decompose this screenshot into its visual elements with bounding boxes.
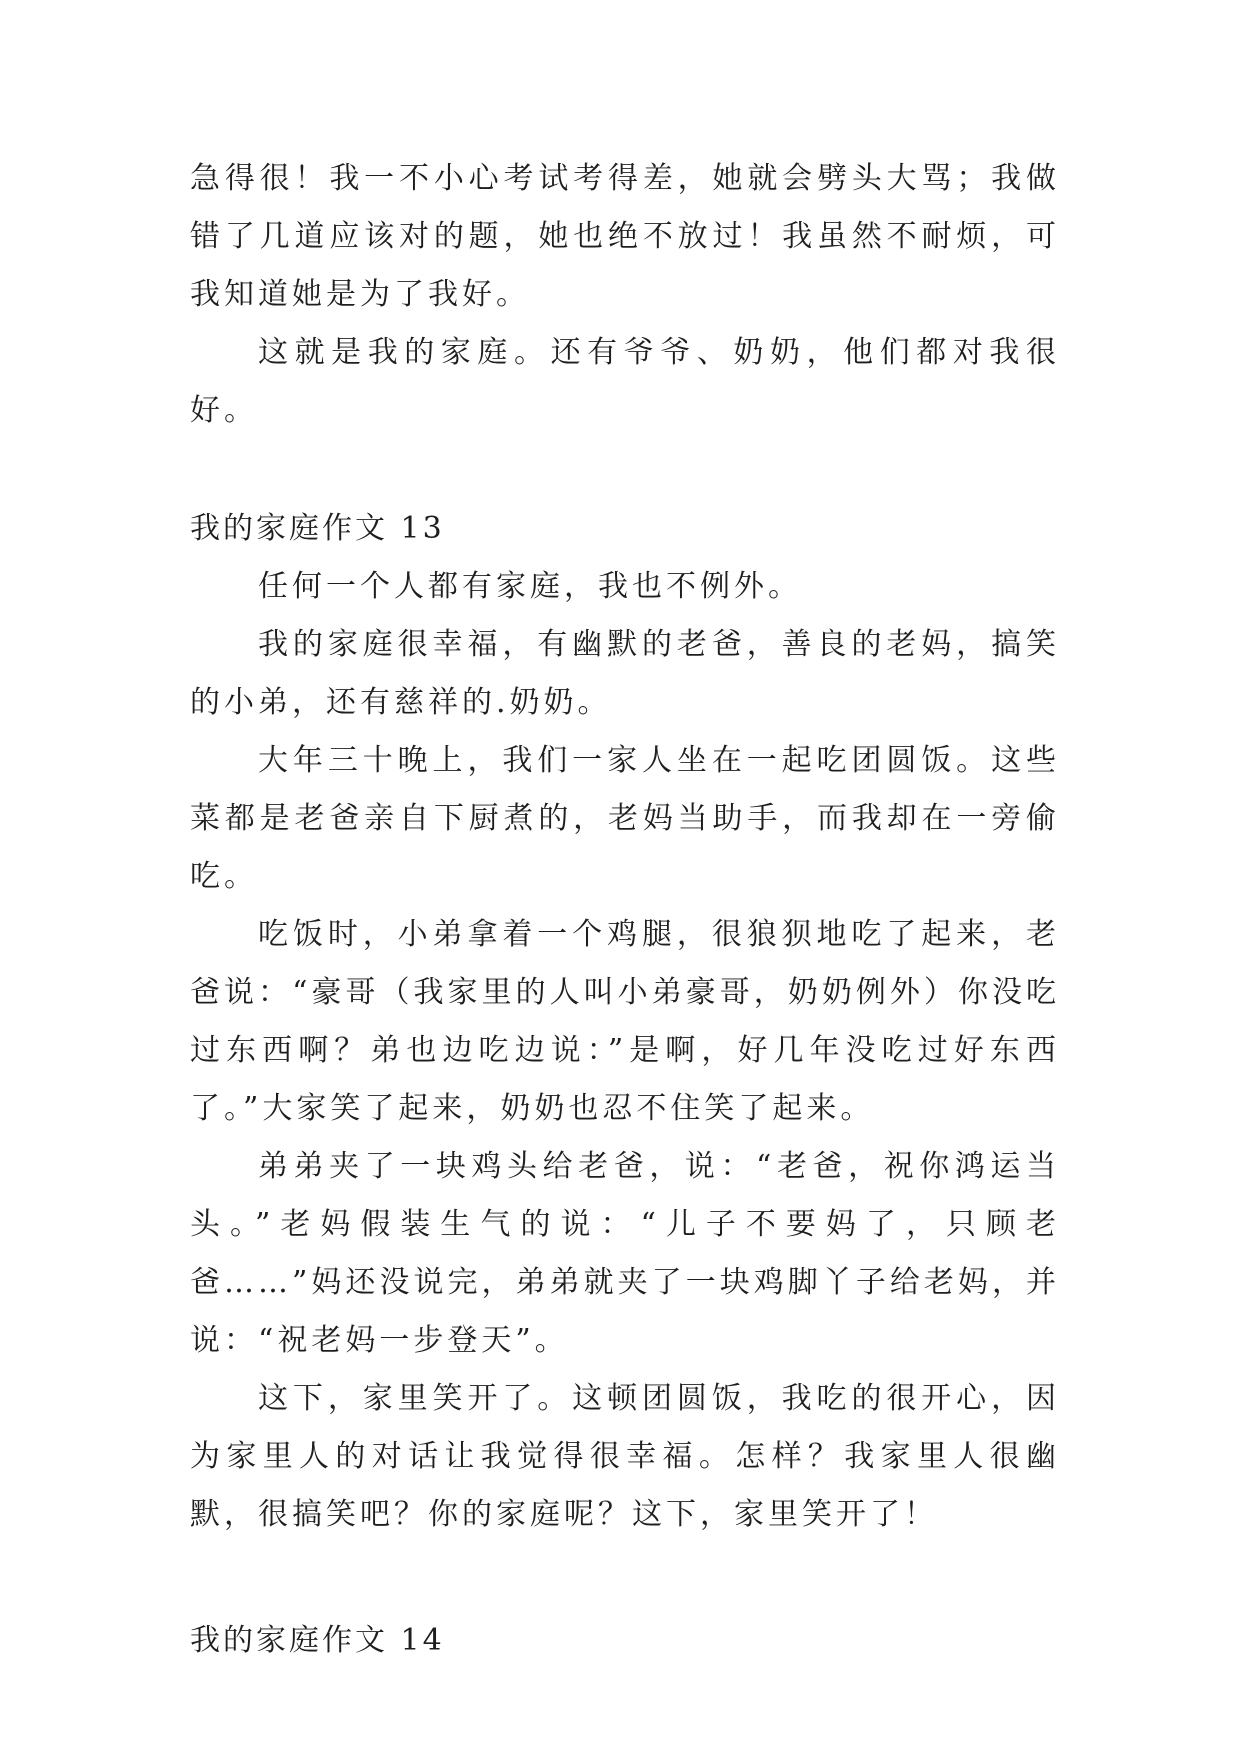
essay-13-paragraph-3: 大年三十晚上，我们一家人坐在一起吃团圆饭。这些菜都是老爸亲自下厨煮的，老妈当助手，而我却在一旁偷吃。 [190,743,1060,894]
essay-13-paragraph-2: 我的家庭很幸福，有幽默的老爸，善良的老妈，搞笑的小弟，还有慈祥的.奶奶。 [190,627,1060,720]
essay-13-paragraph-6: 这下，家里笑开了。这顿团圆饭，我吃的很开心，因为家里人的对话让我觉得很幸福。怎样？我家里人很幽默，很搞笑吧？你的家庭呢？这下，家里笑开了！ [190,1381,1060,1532]
essay-13-paragraph-1: 任何一个人都有家庭，我也不例外。 [258,569,802,604]
document-page [190,150,1060,1670]
essay-13-title: 我的家庭作文 13 [190,511,445,546]
continuation-paragraph: 急得很！我一不小心考试考得差，她就会劈头大骂；我做错了几道应该对的题，她也绝不放过！我虽然不耐烦，可我知道她是为了我好。 [190,161,1060,312]
essay-13-paragraph-4: 吃饭时，小弟拿着一个鸡腿，很狼狈地吃了起来，老爸说：“豪哥（我家里的人叫小弟豪哥，奶奶例外）你没吃过东西啊？弟也边吃边说：”是啊，好几年没吃过好东西了。”大家笑了起来，奶奶也忍不住笑了起来。 [190,917,1060,1126]
essay-14-title: 我的家庭作文 14 [190,1623,445,1658]
continuation-closing: 这就是我的家庭。还有爷爷、奶奶，他们都对我很好。 [190,335,1060,428]
essay-13-paragraph-5: 弟弟夹了一块鸡头给老爸，说：“老爸，祝你鸿运当头。”老妈假装生气的说：“儿子不要妈了，只顾老爸……”妈还没说完，弟弟就夹了一块鸡脚丫子给老妈，并说：“祝老妈一步登天”。 [190,1149,1060,1358]
